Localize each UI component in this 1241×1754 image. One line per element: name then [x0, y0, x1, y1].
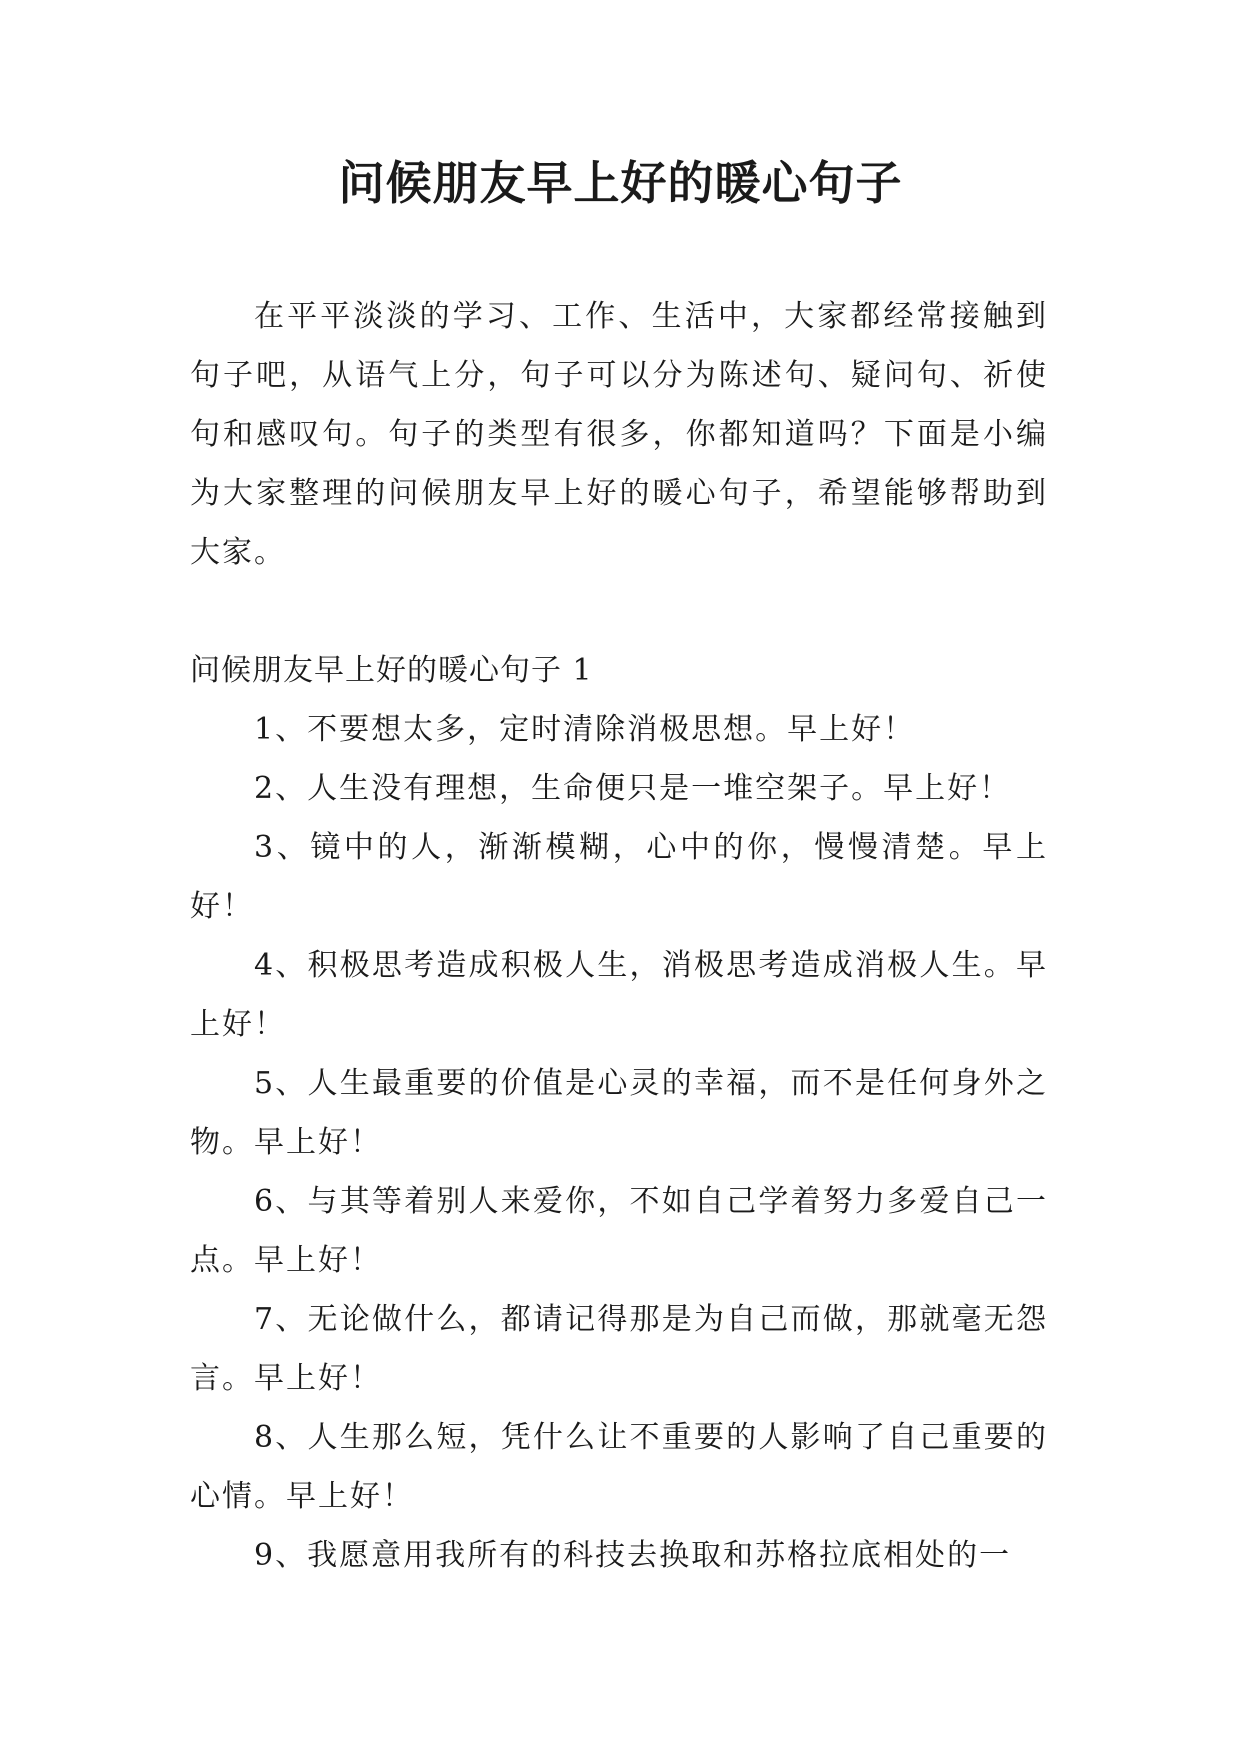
list-item: 1、不要想太多，定时清除消极思想。早上好！ — [254, 712, 916, 747]
section-heading: 问候朋友早上好的暖心句子 1 — [190, 653, 593, 688]
intro-paragraph: 在平平淡淡的学习、工作、生活中，大家都经常接触到句子吧，从语气上分，句子可以分为陈述句、疑问句、祈使句和感叹句。句子的类型有很多，你都知道吗？下面是小编为大家整理的问候朋友早上好的暖心句子，希望能够帮助到大家。 — [190, 299, 1048, 570]
list-item: 5、人生最重要的价值是心灵的幸福，而不是任何身外之物。早上好！ — [190, 1066, 1048, 1160]
list-item: 4、积极思考造成积极人生，消极思考造成消极人生。早上好！ — [190, 948, 1048, 1042]
list-item: 2、人生没有理想，生命便只是一堆空架子。早上好！ — [254, 771, 1012, 806]
list-item: 6、与其等着别人来爱你，不如自己学着努力多爱自己一点。早上好！ — [190, 1184, 1048, 1278]
list-item: 7、无论做什么，都请记得那是为自己而做，那就毫无怨言。早上好！ — [190, 1302, 1048, 1396]
list-item: 9、我愿意用我所有的科技去换取和苏格拉底相处的一 — [254, 1538, 1012, 1573]
list-item: 8、人生那么短，凭什么让不重要的人影响了自己重要的心情。早上好！ — [190, 1420, 1048, 1514]
document-title: 问候朋友早上好的暖心句子 — [338, 156, 903, 210]
document-body — [190, 287, 1048, 1585]
list-item: 3、镜中的人，渐渐模糊，心中的你，慢慢清楚。早上好！ — [190, 830, 1048, 924]
